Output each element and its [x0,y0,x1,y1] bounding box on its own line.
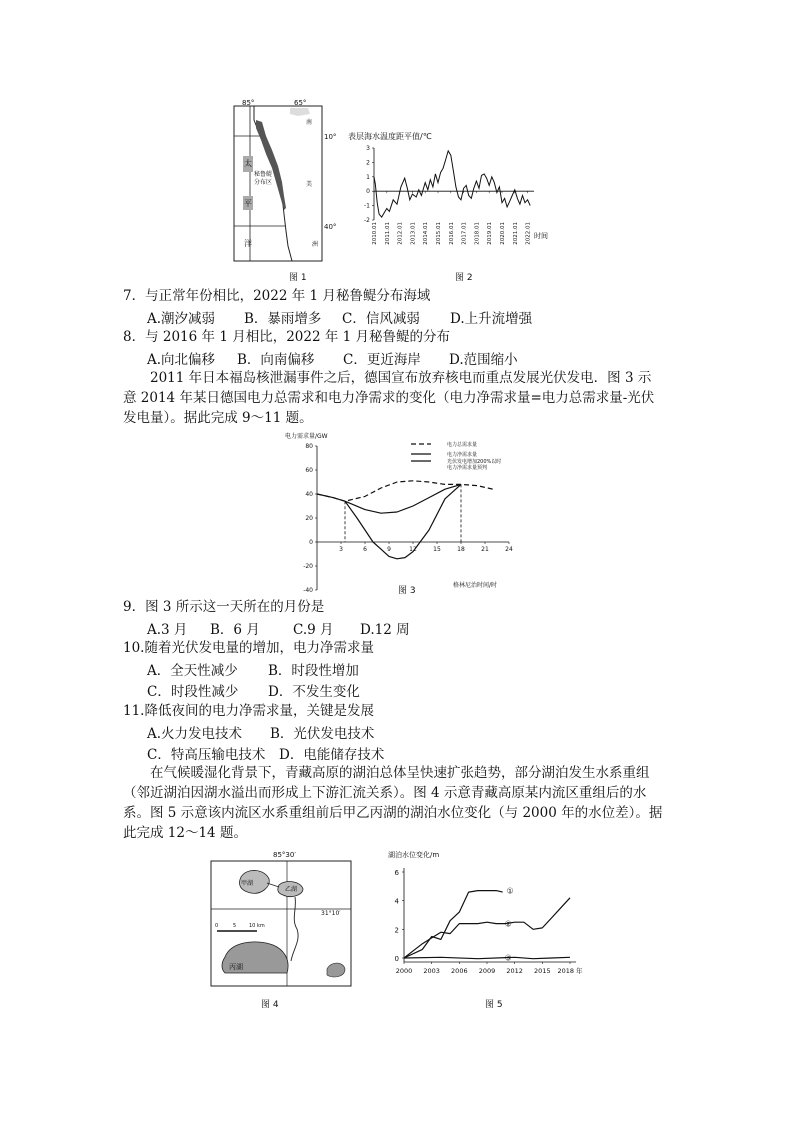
fig2-y-tick-label: 1 [366,173,370,181]
figure-5-chart [380,846,595,996]
fig2-x-tick-label: 2016.01 [448,222,455,245]
fig3-y-tick-label: 40 [305,491,313,498]
figure-2-caption: 图 2 [455,273,473,283]
question-10-stem: 10.随着光伏发电量的增加，电力净需求量 [123,640,374,656]
question-8-options [147,348,518,368]
fig3-legend [411,441,501,471]
region-label-2: 分布区 [254,179,273,186]
figure-3-caption: 图 3 [398,586,416,596]
question-11-stem: 11.降低夜间的电力净需求量，关键是发展 [123,703,374,719]
fig3-y-tick-label: -40 [303,587,313,594]
fig3-y-tick-label: -20 [303,563,313,570]
question-10-options-row1 [147,659,359,679]
fig3-xlabel: 格林尼治时间/时 [453,582,498,589]
q10-option-a[interactable]: A．全天性减少 [147,663,238,679]
lon-label-85: 85° [242,99,255,107]
fig3-x-tick-label: 6 [363,546,367,553]
fig5-series-2 [404,898,570,958]
fig3-legend-pv200: 光伏发电增加200%以时 [447,459,502,465]
fig2-x-tick-label: 2012.01 [397,222,404,245]
scale-label-5: 5 [233,923,237,929]
q8-option-c[interactable]: C．更近海岸 [343,352,421,368]
fig5-y-tick-label: 2 [394,926,399,935]
fig5-x-tick-label: 2006 [451,967,468,975]
fig2-x-tick-label: 2018.01 [474,222,481,245]
lat-label-10: 10° [324,133,337,141]
fig2-y-tick-label: 3 [366,145,370,152]
lake-bing-label: 丙湖 [229,963,243,971]
q9-option-c[interactable]: C.9 月 [293,622,334,638]
fig5-x-tick-label: 2003 [423,967,440,975]
fig2-x-tick-label: 2013.01 [410,222,417,245]
lon-label-65: 65° [294,99,307,107]
fig2-x-tick-label: 2019.01 [487,222,494,245]
figure-4-caption: 图 4 [261,1000,279,1010]
fig2-x-tick-label: 2014.01 [423,222,430,245]
land-label-continent: 洲 [312,241,319,248]
question-7-stem: 7．与正常年份相比，2022 年 1 月秘鲁鳀分布海域 [123,288,431,304]
figure-1-map [228,96,340,272]
fig5-ylabel: 湖泊水位变化/m [388,851,440,859]
fig3-x-tick-label: 12 [409,546,417,553]
fig2-x-tick-label: 2011.01 [384,222,391,245]
fig3-x-tick-label: 18 [457,546,465,553]
lat-label-40: 40° [324,223,337,231]
fig3-legend-net: 电力净需求量 [447,452,478,458]
fig2-x-tick-label: 2021.01 [512,222,519,245]
figure-5-caption: 图 5 [485,1000,503,1010]
fig2-x-tick-label: 2010.01 [372,222,378,245]
fig3-x-tick-label: 15 [433,546,441,553]
fig5-x-tick-label: 2000 [395,967,413,975]
q7-option-b[interactable]: B．暴雨增多 [244,311,322,327]
scale-label-10km: 10 km [249,923,265,929]
fig3-y-tick-label: 20 [305,515,313,522]
question-11-options-row1 [147,722,374,742]
region-label-1: 秘鲁鳀 [254,171,273,178]
fig5-series-label: ① [506,886,514,896]
fig5-series-1 [404,891,503,958]
fig2-x-tick-label: 2017.01 [461,222,468,245]
q11-option-a[interactable]: A.火力发电技术 [147,726,243,742]
q10-option-c[interactable]: C．时段性减少 [147,684,239,700]
fig5-x-tick-label: 2012 [506,967,523,975]
fig2-y-tick-label: -1 [364,202,370,210]
fig3-series-net-demand [345,484,461,513]
fig5-x-tick-label: 2018 年 [557,967,583,975]
q10-option-b[interactable]: B．时段性增加 [268,663,359,679]
figure-2-chart [338,128,553,266]
ocean-label-2: 平 [244,199,252,208]
ocean-label-3: 洋 [244,239,252,248]
fig3-x-tick-label: 21 [481,546,489,553]
fig5-y-tick-label: 4 [394,897,399,906]
q9-option-b[interactable]: B．6 月 [210,622,260,638]
figure-4-map [207,849,357,994]
fig3-series-total-demand [317,481,493,501]
fig2-x-tick-label: 2022.01 [525,222,532,245]
fig2-x-tick-label: 2015.01 [436,222,442,245]
q11-option-c[interactable]: C．特高压输电技术 [147,747,266,763]
fig3-series-forecast [317,494,345,501]
fig3-x-tick-label: 9 [387,546,391,553]
fig5-series-label: ③ [504,953,512,963]
fig5-x-tick-label: 2015 [534,967,551,975]
scale-label-0: 0 [215,923,219,929]
q9-option-d[interactable]: D.12 周 [360,622,410,638]
fig2-x-tick-label: 2020.01 [500,222,506,245]
intro-paragraph-1: 2011 年日本福岛核泄漏事件之后，德国宣布放弃核电而重点发展光伏发电．图 3 示意 2014 年某日德国电力总需求和电力净需求的变化（电力净需求量=电力总需求量-光伏发电量）。据此完成 9～11 题。 [123,370,655,426]
fig2-xlabel: 时间 [534,232,548,240]
fig3-y-tick-label: 60 [305,467,313,474]
q8-option-b[interactable]: B．向南偏移 [237,352,315,368]
fig4-lat-label: 31°10′ [321,910,341,917]
question-9-stem: 9．图 3 所示这一天所在的月份是 [123,599,325,615]
fig5-x-tick-label: 2009 [478,967,496,975]
question-10-options-row2 [147,680,360,700]
fig2-y-tick-label: 0 [366,188,370,196]
q7-option-d[interactable]: D.上升流增强 [450,311,533,327]
question-11-options-row2 [147,743,384,763]
land-label-south: 南 [306,119,313,126]
q9-option-a[interactable]: A.3 月 [147,622,188,638]
fig5-y-tick-label: 6 [394,869,399,877]
fig3-legend-total: 电力总需求量 [447,442,478,448]
q11-option-d[interactable]: D．电能储存技术 [279,747,385,763]
q8-option-a[interactable]: A.向北偏移 [147,352,216,368]
fig5-series-label: ② [504,919,512,929]
land-label-america: 美 [306,181,313,188]
fig2-sst-anomaly-line [374,151,530,217]
fig5-series-3 [404,957,570,958]
q10-option-d[interactable]: D．不发生变化 [268,684,360,700]
figure-3-chart [283,430,523,600]
figure-1-caption: 图 1 [289,273,307,283]
q8-option-d[interactable]: D.范围缩小 [449,352,518,368]
fig4-lon-label: 85°30′ [273,851,296,859]
fig3-y-tick-label: 0 [309,539,313,546]
fig3-x-tick-label: 3 [339,546,343,553]
fig3-legend-forecast: 电力净需求量预判 [447,465,488,471]
question-8-stem: 8．与 2016 年 1 月相比，2022 年 1 月秘鲁鳀的分布 [123,329,451,345]
fig2-y-tick-label: 2 [366,159,370,167]
fig3-ylabel: 电力需求量/GW [285,433,328,440]
question-7-options [147,307,532,327]
fig2-y-tick-label: -2 [364,217,370,224]
lake-jia-label: 甲湖 [241,880,254,887]
lake-yi-label: 乙湖 [285,886,298,893]
q7-option-c[interactable]: C．信风减弱 [342,311,420,327]
fig2-ylabel: 表层海水温度距平值/℃ [348,132,432,141]
q11-option-b[interactable]: B．光伏发电技术 [270,726,375,742]
fig3-y-tick-label: 80 [305,443,313,450]
ocean-label-1: 太 [244,159,252,168]
question-9-options [147,618,410,638]
fig3-x-tick-label: 24 [505,546,513,553]
fig5-y-tick-label: 0 [394,955,399,963]
intro-paragraph-2: 在气候暖湿化背景下，青藏高原的湖泊总体呈快速扩张趋势，部分湖泊发生水系重组（邻近湖泊因湖水溢出而形成上下游汇流关系）。图 4 示意青藏高原某内流区重组后的水系。图 5 示意该内流区水系重组前后甲乙丙湖的湖泊水位变化（与 2000 年的水位差）。据此完成 12～14 题。 [123,765,663,841]
q7-option-a[interactable]: A.潮汐减弱 [147,311,216,327]
